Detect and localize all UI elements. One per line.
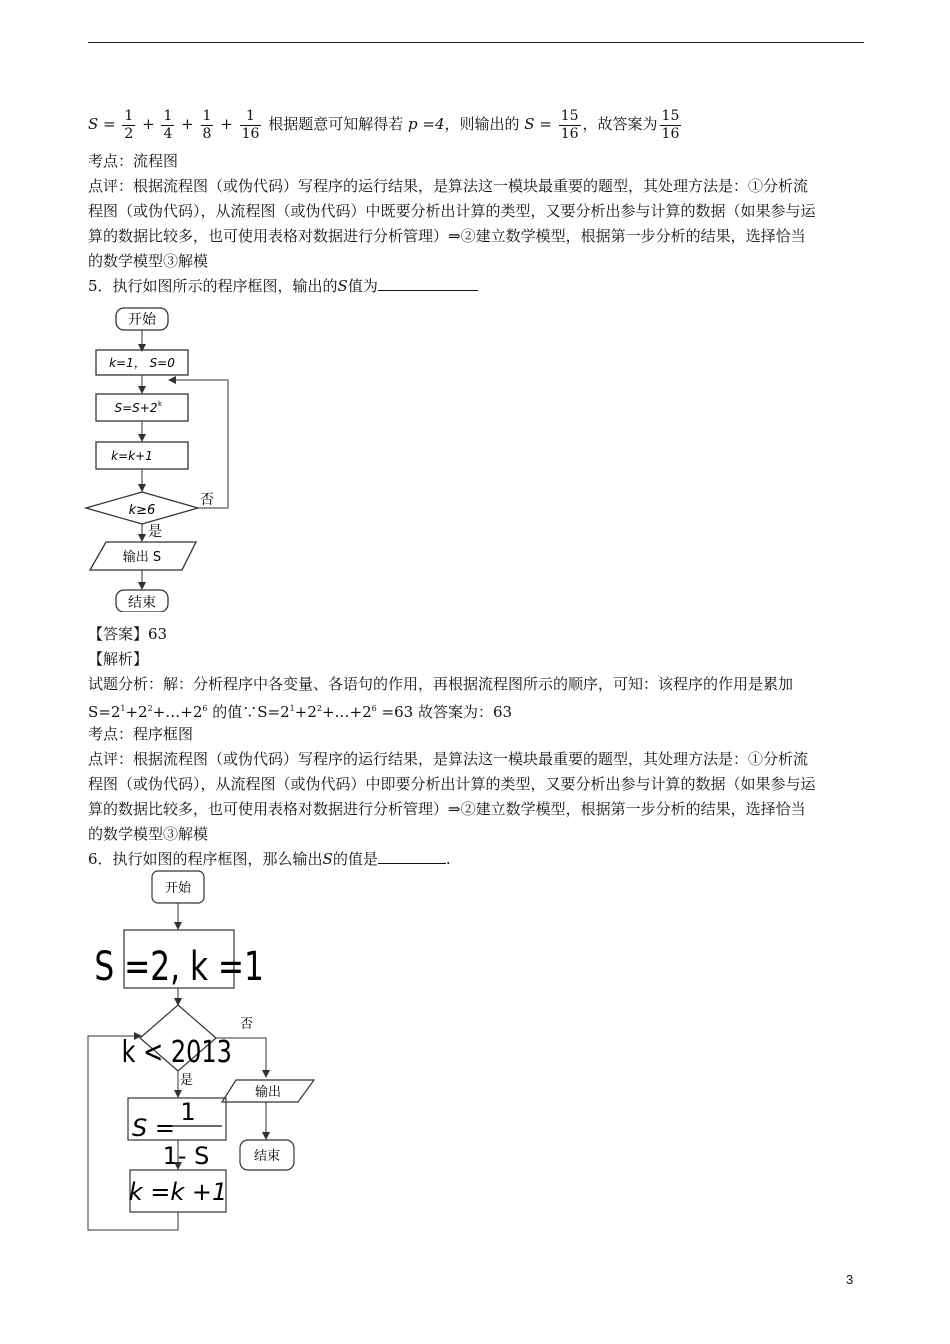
analysis-5-line-1: 试题分析：解：分析程序中各变量、各语句的作用，再根据流程图所示的顺序，可知：该程序的作用是累加 — [88, 675, 794, 693]
fraction-1-16: $\frac{1}{16}$ — [241, 107, 260, 142]
dianping-1-line-3: 算的数据比较多，也可使用表格对数据进行分析管理）⇒②建立数学模型，根据第一步分析的结果，选择恰当 — [88, 227, 806, 245]
svg-text:开始: 开始 — [164, 881, 192, 896]
q6-end-box — [240, 1140, 294, 1170]
dianping-1-line-2: 程图（或伪代码），从流程图（或伪代码）中既要分析出计算的类型，又要分析出参与计算的数据（如果参与运 — [88, 202, 816, 220]
dianping-5-line-1: 点评：根据流程图（或伪代码）写程序的运行结果，是算法这一模块最重要的题型，其处理方法是：①分析流 — [88, 750, 809, 768]
formula-text-a: 根据题意可知解得若 — [268, 115, 404, 133]
svg-text:结束: 结束 — [128, 595, 156, 611]
q5-end-box — [116, 590, 168, 612]
q5-no-label: 否 — [200, 492, 214, 508]
svg-text:k =k +1: k =k +1 — [128, 1178, 228, 1206]
answer-blank-5 — [378, 276, 478, 291]
q5-init-box — [96, 350, 188, 375]
q6-output-box — [222, 1080, 314, 1102]
q5-step2-box — [96, 442, 188, 469]
q5-step1-box — [96, 394, 188, 421]
q6-start-box — [152, 871, 204, 903]
q5-output-box — [90, 542, 196, 570]
svg-text:k < 2013: k < 2013 — [121, 1035, 232, 1070]
analysis-5-line-2: $S=2^1+2^2+\dots+2^6$ 的值$\because S=2^1+2^2+\dots+2^6 =63$ 故答案为：63 — [88, 703, 513, 721]
answer-5: 【答案】63 — [88, 625, 168, 643]
q5-condition-diamond — [86, 492, 198, 524]
flowchart-q6 — [84, 868, 334, 1236]
svg-text:开始: 开始 — [128, 312, 156, 328]
dianping-1-line-1: 点评：根据流程图（或伪代码）写程序的运行结果，是算法这一模块最重要的题型，其处理方法是：①分析流 — [88, 177, 809, 195]
kaodian-1: 考点：流程图 — [88, 152, 179, 170]
svg-text:k=k+1: k=k+1 — [111, 449, 153, 463]
flowchart-q5 — [84, 302, 284, 612]
q5-yes-label: 是 — [148, 524, 162, 540]
svg-text:输出 S: 输出 S — [122, 550, 162, 565]
dianping-5-line-3: 算的数据比较多，也可使用表格对数据进行分析管理）⇒②建立数学模型，根据第一步分析的结果，选择恰当 — [88, 800, 806, 818]
q6-assign-k-box — [129, 1170, 228, 1212]
fraction-result: $\frac{15}{16}$ — [560, 107, 579, 142]
dianping-1-line-4: 的数学模型③解模 — [88, 252, 209, 270]
q6-no-label: 否 — [240, 1017, 254, 1032]
fraction-1-4: $\frac{1}{4}$ — [163, 107, 173, 142]
jiexi-5: 【解析】 — [88, 650, 149, 668]
q6-assign-s-box — [128, 1098, 226, 1170]
svg-text:结束: 结束 — [253, 1149, 281, 1164]
svg-text:S =: S = — [132, 1114, 175, 1142]
svg-text:1- S: 1- S — [162, 1142, 210, 1170]
formula-s-eq: S = — [88, 115, 116, 133]
kaodian-5: 考点：程序框图 — [88, 725, 194, 743]
dianping-5-line-4: 的数学模型③解模 — [88, 825, 209, 843]
q6-init-box — [94, 930, 263, 990]
question-5: 5．执行如图所示的程序框图，输出的S值为 — [88, 274, 478, 298]
page-number: 3 — [846, 1272, 854, 1287]
svg-text:k=1， S=0: k=1， S=0 — [109, 356, 175, 370]
top-formula-line: S = $\frac{1}{2}$ + $\frac{1}{4}$ + $\frac{1}{8}$ + $\frac{1}{16}$ 根据题意可知解得若 p =4，则输出的 S = $\frac{15}{16}$ ，故答案为 $\frac{15}{16}$ — [88, 107, 680, 142]
q5-start-box — [116, 308, 168, 330]
answer-blank-6 — [378, 849, 446, 864]
svg-text:k≥6: k≥6 — [128, 503, 156, 518]
dianping-5-line-2: 程图（或伪代码），从流程图（或伪代码）中即要分析出计算的类型，又要分析出参与计算的数据（如果参与运 — [88, 775, 816, 793]
q6-condition-diamond — [122, 1005, 232, 1071]
svg-text:S=S+2: S=S+2 — [114, 401, 158, 415]
formula-p: p =4 — [408, 115, 445, 133]
fraction-answer: $\frac{15}{16}$ — [661, 107, 680, 142]
fraction-1-2: $\frac{1}{2}$ — [124, 107, 134, 142]
q6-yes-label: 是 — [180, 1073, 194, 1088]
question-6: 6．执行如图的程序框图，那么输出S的值是 . — [88, 850, 451, 868]
svg-text:k: k — [158, 400, 163, 408]
svg-text:1: 1 — [180, 1098, 196, 1126]
fraction-1-8: $\frac{1}{8}$ — [202, 107, 212, 142]
svg-text:输出: 输出 — [254, 1085, 282, 1100]
header-rule — [88, 42, 864, 43]
svg-text:S =2, k =1: S =2, k =1 — [94, 944, 264, 991]
